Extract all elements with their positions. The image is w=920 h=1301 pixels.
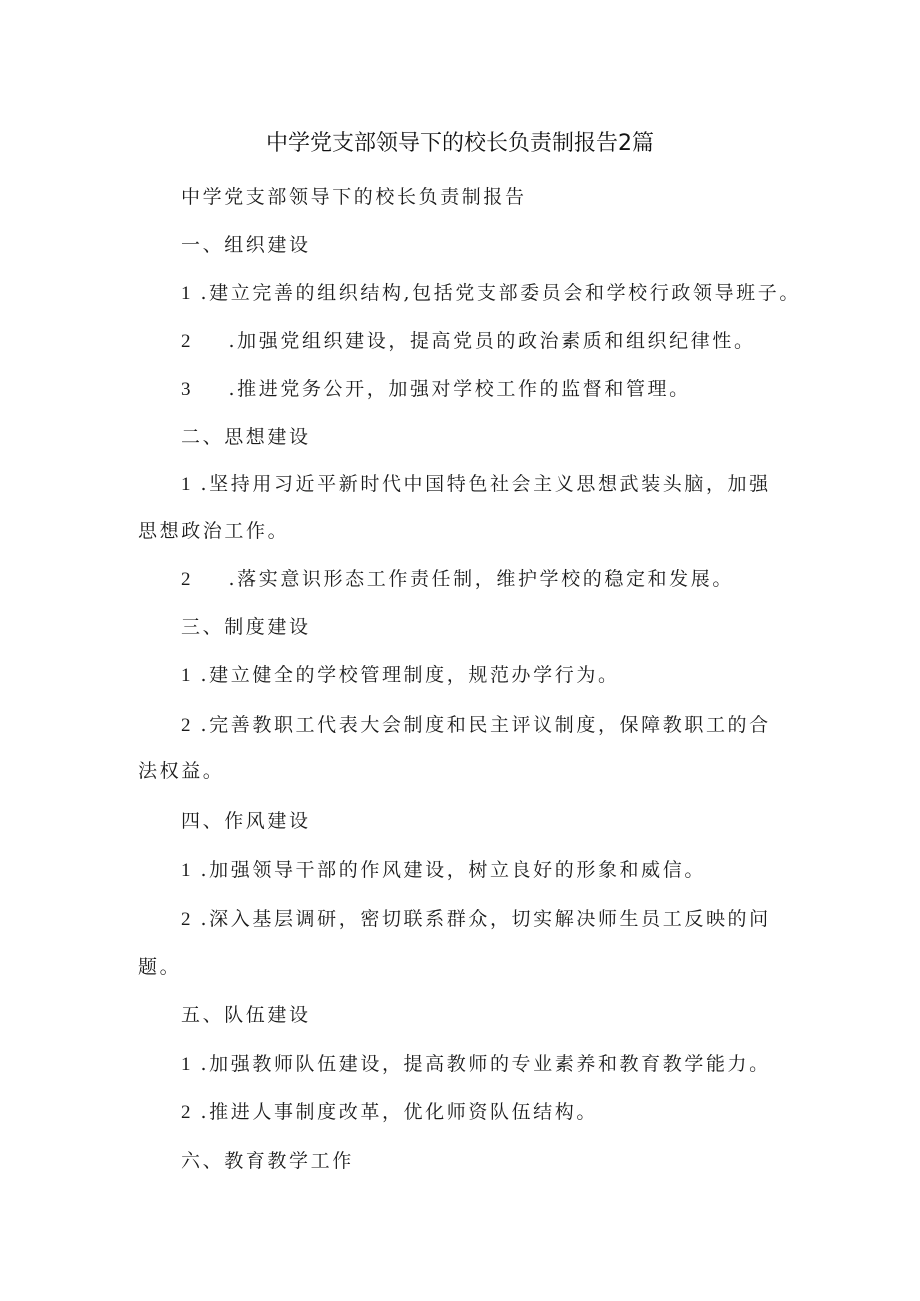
- list-item: [181, 855, 706, 886]
- section-heading-2: 二、思想建设: [181, 426, 311, 448]
- list-item: [181, 374, 691, 405]
- list-item: [181, 564, 734, 595]
- item-number: 1: [181, 283, 191, 304]
- item-text: .落实意识形态工作责任制，维护学校的稳定和发展。: [228, 568, 734, 590]
- item-text: .深入基层调研，密切联系群众，切实解决师生员工反映的问: [200, 908, 771, 930]
- item-number: 3: [181, 379, 191, 400]
- item-number: 1: [181, 1054, 191, 1075]
- list-item: [181, 1049, 771, 1080]
- report-subtitle: 中学党支部领导下的校长负责制报告: [181, 186, 527, 208]
- item-text: .加强领导干部的作风建设，树立良好的形象和威信。: [200, 859, 706, 881]
- item-text: .加强教师队伍建设，提高教师的专业素养和教育教学能力。: [200, 1053, 771, 1075]
- section-heading-6: 六、教育教学工作: [181, 1150, 354, 1172]
- item-number: 2: [181, 569, 191, 590]
- item-text: .建立健全的学校管理制度，规范办学行为。: [200, 664, 620, 686]
- list-item: [181, 904, 771, 935]
- item-number: 1: [181, 860, 191, 881]
- list-item: [181, 660, 620, 691]
- item-number: 1: [181, 474, 191, 495]
- item-number: 2: [181, 1102, 191, 1123]
- list-item: [181, 710, 771, 741]
- item-number: 2: [181, 715, 191, 736]
- section-heading-4: 四、作风建设: [181, 810, 311, 832]
- list-item-continuation: 思想政治工作。: [138, 520, 290, 542]
- item-text: .推进人事制度改革，优化师资队伍结构。: [200, 1101, 598, 1123]
- item-text: .建立完善的组织结构,包括党支部委员会和学校行政领导班子。: [200, 282, 801, 304]
- section-heading-5: 五、队伍建设: [181, 1004, 311, 1026]
- list-item: [181, 1097, 598, 1128]
- list-item: [181, 326, 756, 357]
- list-item: [181, 469, 771, 500]
- list-item-continuation: 题。: [138, 956, 182, 978]
- section-heading-3: 三、制度建设: [181, 616, 311, 638]
- document-title: 中学党支部领导下的校长负责制报告2篇: [266, 131, 654, 156]
- section-heading-1: 一、组织建设: [181, 234, 311, 256]
- item-number: 1: [181, 665, 191, 686]
- item-number: 2: [181, 331, 191, 352]
- list-item-continuation: 法权益。: [138, 760, 225, 782]
- item-text: .推进党务公开，加强对学校工作的监督和管理。: [228, 378, 691, 400]
- item-number: 2: [181, 909, 191, 930]
- item-text: .坚持用习近平新时代中国特色社会主义思想武装头脑，加强: [200, 473, 771, 495]
- list-item: [181, 278, 801, 309]
- item-text: .加强党组织建设，提高党员的政治素质和组织纪律性。: [228, 330, 756, 352]
- item-text: .完善教职工代表大会制度和民主评议制度，保障教职工的合: [200, 714, 771, 736]
